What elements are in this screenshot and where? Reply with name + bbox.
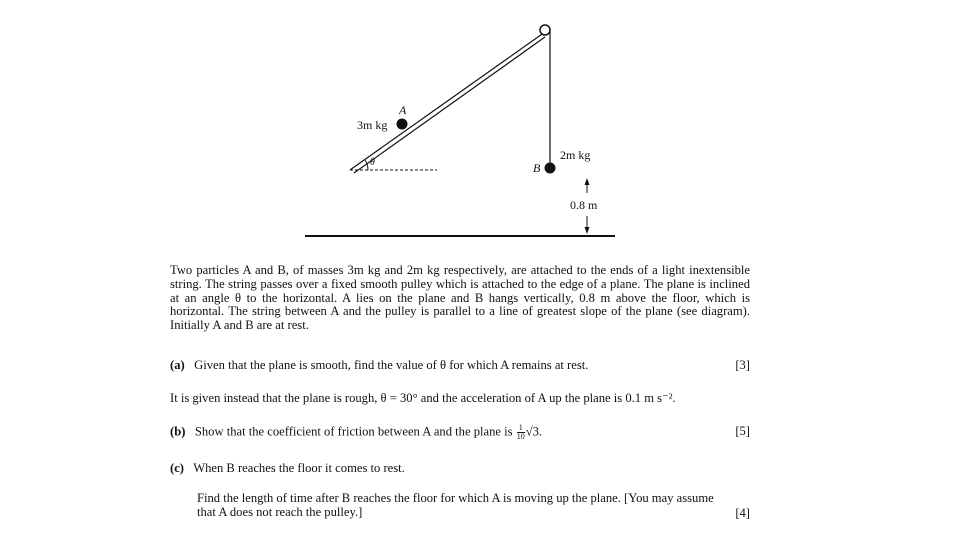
interlude bbox=[170, 390, 750, 406]
label-height: 0.8 m bbox=[570, 198, 598, 212]
root-three: √3. bbox=[525, 424, 543, 439]
part-b-label: (b) bbox=[170, 424, 186, 439]
part-a-label: (a) bbox=[170, 358, 185, 372]
label-b: B bbox=[533, 161, 541, 175]
part-a bbox=[170, 358, 750, 373]
part-c-body bbox=[197, 491, 750, 519]
part-c-label: (c) bbox=[170, 461, 184, 475]
height-arrowhead-down bbox=[585, 227, 590, 234]
label-mass-b: 2m kg bbox=[560, 148, 591, 162]
label-a: A bbox=[399, 103, 407, 117]
part-c bbox=[170, 461, 750, 476]
particle-b bbox=[545, 163, 556, 174]
particle-a bbox=[397, 119, 408, 130]
part-b bbox=[170, 424, 750, 441]
part-b-text: Show that the coefficient of friction between A and the plane is bbox=[194, 424, 513, 439]
question-intro: Two particles A and B, of masses 3m kg and 2m kg respectively, are attached to the ends of a light inextensible string. The string passes over a fixed smooth pulley which is attached to the edge of a plane. The plane is inclined at an angle θ to the horizontal. A lies on the plane and B hangs vertically, 0.8 m above the floor, which is horizontal. The string between A and the pulley is parallel to a line of greatest slope of the plane (see diagram). Initially A and B are at rest. bbox=[170, 263, 750, 333]
fraction-numerator: 1 bbox=[518, 423, 523, 432]
interlude-text: It is given instead that the plane is rough, θ = 30° and the acceleration of A up the plane is 0.1 m s⁻². bbox=[170, 391, 676, 405]
fraction-denominator: 10 bbox=[516, 432, 525, 441]
part-c-marks: [4] bbox=[735, 506, 750, 520]
part-a-marks: [3] bbox=[735, 358, 750, 372]
part-c-text2: Find the length of time after B reaches the floor for which A is moving up the plane. [You may assume that A does not reach the pulley.] bbox=[197, 491, 714, 519]
part-a-text: Given that the plane is smooth, find the value of θ for which A remains at rest. bbox=[194, 358, 589, 372]
part-c-text1: When B reaches the floor it comes to rest. bbox=[193, 461, 405, 475]
part-b-marks: [5] bbox=[735, 424, 750, 438]
height-arrowhead-up bbox=[585, 178, 590, 185]
incline-lower-edge bbox=[350, 32, 545, 170]
fraction bbox=[517, 424, 525, 441]
incline-upper-edge bbox=[354, 37, 545, 173]
label-theta: θ bbox=[370, 157, 375, 168]
mechanics-diagram bbox=[0, 0, 960, 250]
label-mass-a: 3m kg bbox=[357, 118, 388, 132]
pulley bbox=[540, 25, 550, 35]
